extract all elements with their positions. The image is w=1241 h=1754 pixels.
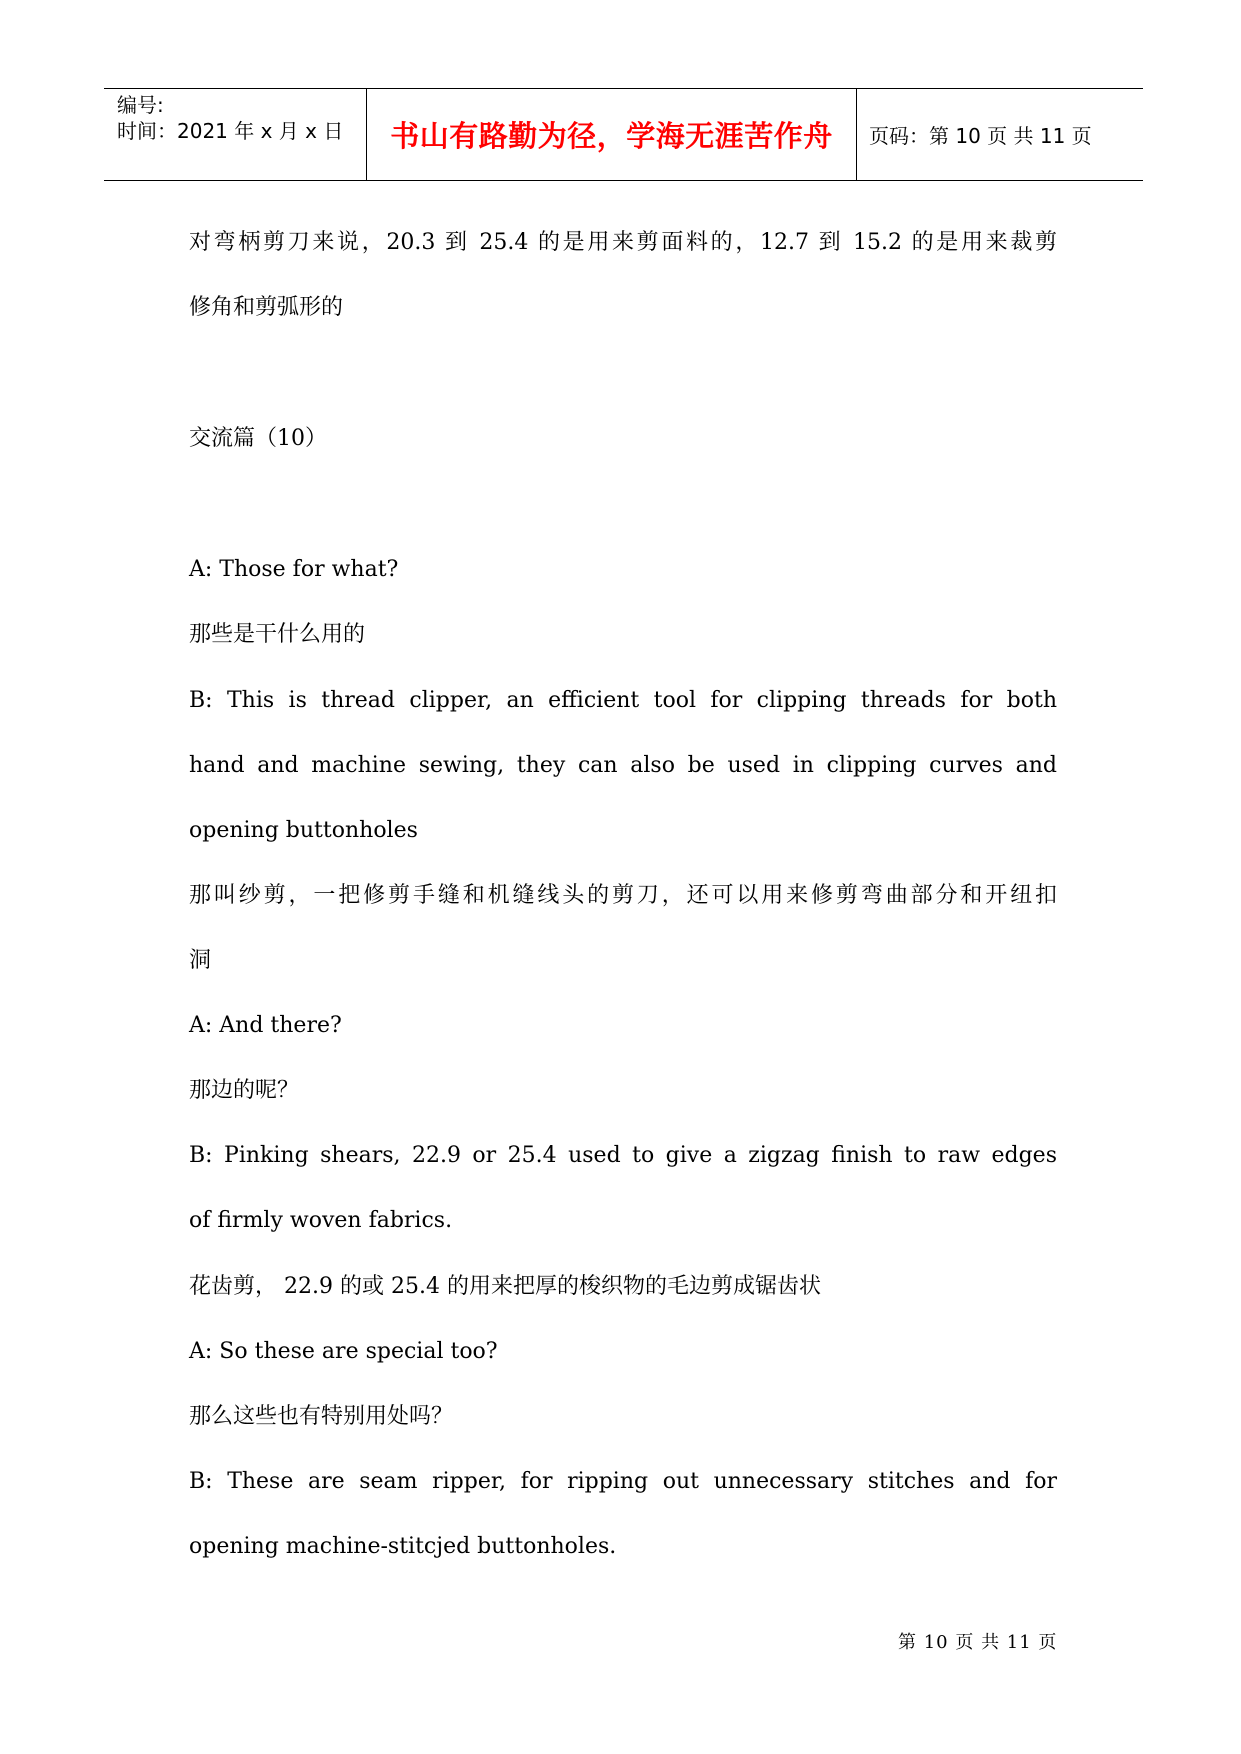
- translation-line: 那叫纱剪，一把修剪手缝和机缝线头的剪刀，还可以用来修剪弯曲部分和开纽扣: [189, 883, 1057, 908]
- dialogue-line: A: Those for what?: [189, 557, 399, 582]
- date-label: 时间：2021 年 x 月 x 日: [117, 119, 344, 143]
- header-motto-cell: [367, 89, 857, 180]
- dialogue-line: A: So these are special too?: [189, 1339, 498, 1364]
- translation-line: 那么这些也有特别用处吗？: [189, 1404, 454, 1429]
- dialogue-line: B: These are seam ripper, for ripping out unnecessary stitches and for: [189, 1469, 1057, 1494]
- body-line: 对弯柄剪刀来说，20.3 到 25.4 的是用来剪面料的，12.7 到 15.2 的是用来裁剪: [189, 230, 1057, 255]
- section-heading: 交流篇（10）: [189, 426, 327, 451]
- header-meta-cell: [104, 89, 367, 180]
- translation-line: 花齿剪， 22.9 的或 25.4 的用来把厚的梭织物的毛边剪成锯齿状: [189, 1274, 821, 1299]
- dialogue-line: of firmly woven fabrics.: [189, 1208, 453, 1233]
- header-motto: 书山有路勤为径，学海无涯苦作舟: [390, 119, 833, 153]
- body-line: 修角和剪弧形的: [189, 295, 344, 320]
- dialogue-line: opening buttonholes: [189, 818, 418, 843]
- translation-line: 洞: [189, 948, 212, 973]
- serial-number-label: 编号:: [117, 93, 164, 117]
- translation-line: 那些是干什么用的: [189, 622, 366, 647]
- translation-line: 那边的呢？: [189, 1078, 300, 1103]
- dialogue-line: opening machine-stitcjed buttonholes.: [189, 1534, 617, 1559]
- dialogue-line: B: Pinking shears, 22.9 or 25.4 used to give a zigzag finish to raw edges: [189, 1143, 1057, 1168]
- dialogue-line: hand and machine sewing, they can also be used in clipping curves and: [189, 753, 1057, 778]
- dialogue-line: B: This is thread clipper, an efficient tool for clipping threads for both: [189, 688, 1057, 713]
- header-page-info: 页码：第 10 页 共 11 页: [869, 124, 1092, 148]
- page-footer: 第 10 页 共 11 页: [898, 1632, 1058, 1653]
- dialogue-line: A: And there?: [189, 1013, 342, 1038]
- page-header-table: [104, 88, 1143, 181]
- header-page-cell: [857, 89, 1143, 180]
